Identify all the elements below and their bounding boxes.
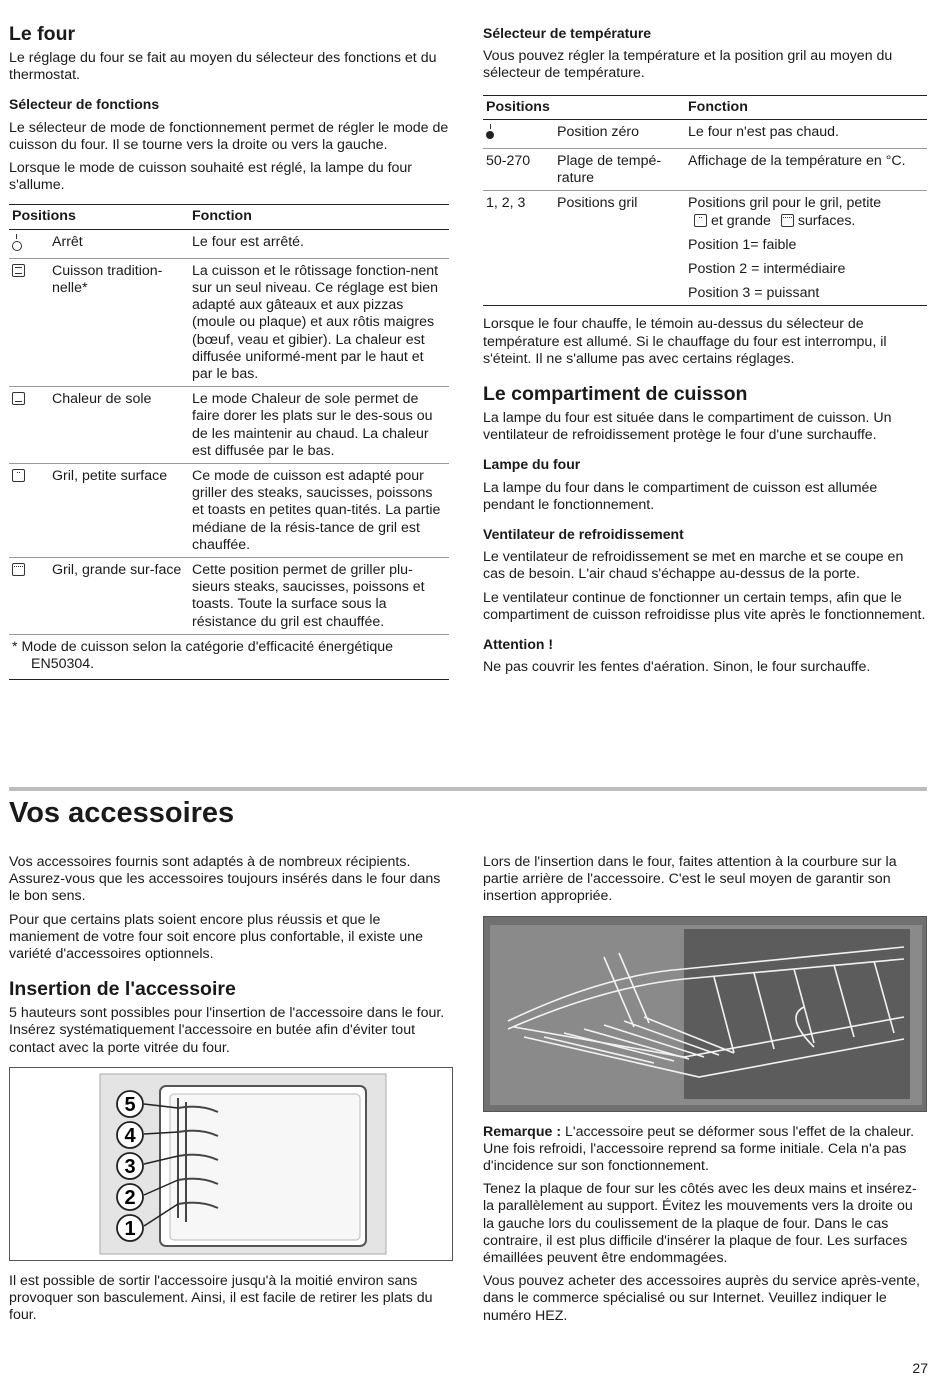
accessory-curve-illustration <box>483 916 927 1112</box>
function-cell: Cette position permet de griller plu-sieurs steaks, saucisses, poissons et toasts. Toute la surface sous la résistance du gril est chauffée. <box>192 562 425 630</box>
level-label-3: 3 <box>124 1155 136 1178</box>
function-cell: Le four est arrêté. <box>189 229 449 258</box>
table-row <box>483 119 927 148</box>
top-bottom-heat-icon <box>12 264 25 277</box>
grill-function-text: Positions gril pour le gril, petite et grande surfaces. <box>688 195 882 229</box>
paragraph: Le ventilateur continue de fonctionner un certain temps, afin que le compartiment de cuisson refroidisse plus vite après le fonctionnement. <box>483 589 926 623</box>
left-column <box>9 22 449 680</box>
level-label-2: 2 <box>124 1186 136 1209</box>
section-title-accessoires: Vos accessoires <box>9 797 235 829</box>
table-header-fonction: Fonction <box>189 205 449 229</box>
table-row <box>9 464 449 558</box>
grill-large-icon <box>12 563 25 576</box>
position-cell: Chaleur de sole <box>49 387 189 464</box>
table-header-positions: Positions <box>9 205 189 229</box>
table-header-positions: Positions <box>483 95 685 119</box>
paragraph: Vos accessoires fournis sont adaptés à de nombreux récipients. Assurez-vous que les accessoires toujours insérés dans le four dans le bon sens. <box>9 854 441 905</box>
paragraph: Vous pouvez régler la température et la position gril au moyen du sélecteur de température. <box>483 48 893 82</box>
number-cell: 50-270 <box>483 149 554 191</box>
table-row <box>9 558 449 634</box>
position-cell: Gril, petite surface <box>49 464 189 558</box>
subheading-ventilateur: Ventilateur de refroidissement <box>483 526 684 543</box>
function-cell <box>685 191 927 306</box>
paragraph: Ne pas couvrir les fentes d'aération. Sinon, le four surchauffe. <box>483 659 871 676</box>
function-cell: La cuisson et le rôtissage fonction-nent sur un seul niveau. Ce réglage est bien adapté aux gâteaux et aux pizzas (moule ou plaque) et aux rôtis maigres (bœuf, veau et gibier). La chaleur est diffusée uniformé-ment par le haut et par le bas. <box>189 258 449 386</box>
grill-small-icon <box>694 214 707 227</box>
temperature-table <box>483 95 927 307</box>
grill-level-3: Position 3 = puissant <box>688 285 820 302</box>
paragraph: La lampe du four dans le compartiment de cuisson est allumée pendant le fonctionnement. <box>483 479 878 513</box>
function-cell: Ce mode de cuisson est adapté pour griller des steaks, saucisses, poissons et toasts en petites quan-tités. La partie médiane de la résis-tance de gril est chauffée. <box>189 464 449 558</box>
footnote-line-1: * Mode de cuisson selon la catégorie d'efficacité énergétique <box>12 638 394 655</box>
subheading-selecteur-temperature: Sélecteur de température <box>483 25 652 41</box>
remark-label: Remarque : <box>483 1123 562 1140</box>
paragraph: Tenez la plaque de four sur les côtés avec les deux mains et insérez-la parallèlement au support. Évitez les mouvements vers la droite ou la gauche lors du coulissement de la plaque de four. Dans le cas contraire, il est plus difficile d'insérer la plaque de four. Les surfaces émaillées peuvent être endommagées. <box>483 1181 917 1267</box>
table-row <box>9 229 449 258</box>
paragraph: Le ventilateur de refroidissement se met en marche et se coupe en cas de besoin. L'air chaud s'échappe au-dessus de la porte. <box>483 549 904 583</box>
section-divider <box>9 787 927 791</box>
table-row <box>9 258 449 386</box>
section-title-insertion: Insertion de l'accessoire <box>9 978 236 1001</box>
remark-text: L'accessoire peut se déformer sous l'effet de la chaleur. Une fois refroidi, l'accessoire reprend sa forme initiale. Cela n'a pas d'incidence sur son fonctionnement. <box>483 1123 915 1175</box>
table-footnote <box>9 634 449 680</box>
grill-level-1: Position 1= faible <box>688 236 797 253</box>
position-cell: Plage de tempé-rature <box>554 149 685 191</box>
subheading-selecteur-fonctions: Sélecteur de fonctions <box>9 96 160 113</box>
level-labels <box>117 1091 143 1241</box>
grill-large-icon <box>781 214 794 227</box>
paragraph: Lorsque le mode de cuisson souhaité est réglé, la lampe du four s'allume. <box>9 160 413 194</box>
section-title-le-four: Le four <box>9 23 76 45</box>
subheading-lampe: Lampe du four <box>483 456 581 473</box>
grill-level-2: Postion 2 = intermédiaire <box>688 261 846 278</box>
intro-text: Le réglage du four se fait au moyen du sélecteur des fonctions et du thermostat. <box>9 50 437 84</box>
paragraph: Vous pouvez acheter des accessoires auprès du service après-vente, dans le commerce spécialisé ou sur Internet. Veuillez indiquer le numéro HEZ. <box>483 1273 920 1324</box>
grill-small-icon <box>12 469 25 482</box>
function-table <box>9 204 449 633</box>
position-cell: Arrêt <box>49 229 189 258</box>
function-cell: Le mode Chaleur de sole permet de faire dorer les plats sur le des-sous ou de les maintenir au chaud. La chaleur est diffusée par le bas. <box>189 387 449 464</box>
paragraph: La lampe du four est située dans le compartiment de cuisson. Un ventilateur de refroidissement protège le four d'une surchauffe. <box>483 410 892 444</box>
table-row <box>483 149 927 191</box>
table-row <box>9 387 449 464</box>
section-title-compartiment: Le compartiment de cuisson <box>483 383 748 406</box>
position-cell: Position zéro <box>554 119 685 148</box>
level-label-1: 1 <box>124 1217 136 1240</box>
table-row <box>483 191 927 306</box>
zero-position-icon <box>486 124 496 140</box>
paragraph: Le sélecteur de mode de fonctionnement permet de régler le mode de cuisson du four. Il se tourne vers la droite ou vers la gauche. <box>9 119 449 153</box>
right-column <box>483 25 927 682</box>
table-header-fonction: Fonction <box>685 95 927 119</box>
subheading-attention: Attention ! <box>483 636 553 653</box>
remark-paragraph <box>483 1124 927 1176</box>
function-cell: Affichage de la température en °C. <box>685 149 927 191</box>
function-cell: Le four n'est pas chaud. <box>685 119 927 148</box>
paragraph: Il est possible de sortir l'accessoire jusqu'à la moitié environ sans provoquer son basculement. Ainsi, il est facile de retirer les plats du four. <box>9 1272 433 1324</box>
bottom-heat-icon <box>12 392 25 405</box>
position-cell: Positions gril <box>554 191 685 306</box>
level-label-5: 5 <box>124 1093 136 1116</box>
paragraph: Lorsque le four chauffe, le témoin au-dessus du sélecteur de température est allumé. Si le chauffage du four est interrompu, il s'éteint. Il ne s'allume pas avec certains réglages. <box>483 316 887 367</box>
footnote-line-2: EN50304. <box>31 656 95 673</box>
position-cell: Gril, grande sur-face <box>52 562 182 579</box>
oven-levels-illustration <box>9 1067 453 1261</box>
level-label-4: 4 <box>124 1124 136 1147</box>
accessoires-left-column <box>9 854 453 1330</box>
paragraph: 5 hauteurs sont possibles pour l'insertion de l'accessoire dans le four. Insérez systématiquement l'accessoire en butée afin d'éviter tout contact avec la porte vitrée du four. <box>9 1005 445 1056</box>
page-number: 27 <box>912 1360 928 1376</box>
paragraph: Lors de l'insertion dans le four, faites attention à la courbure sur la partie arrière de l'accessoire. C'est le seul moyen de garantir son insertion appropriée. <box>483 854 897 905</box>
accessoires-right-column <box>483 854 927 1331</box>
position-cell: Cuisson tradition-nelle* <box>49 258 189 386</box>
oven-levels-drawing <box>10 1068 453 1261</box>
paragraph: Pour que certains plats soient encore plus réussis et que le maniement de votre four soit encore plus confortable, il existe une variété d'accessoires optionnels. <box>9 911 424 963</box>
off-position-icon <box>12 234 22 250</box>
number-cell: 1, 2, 3 <box>483 191 554 306</box>
rack-drawing <box>484 917 927 1112</box>
